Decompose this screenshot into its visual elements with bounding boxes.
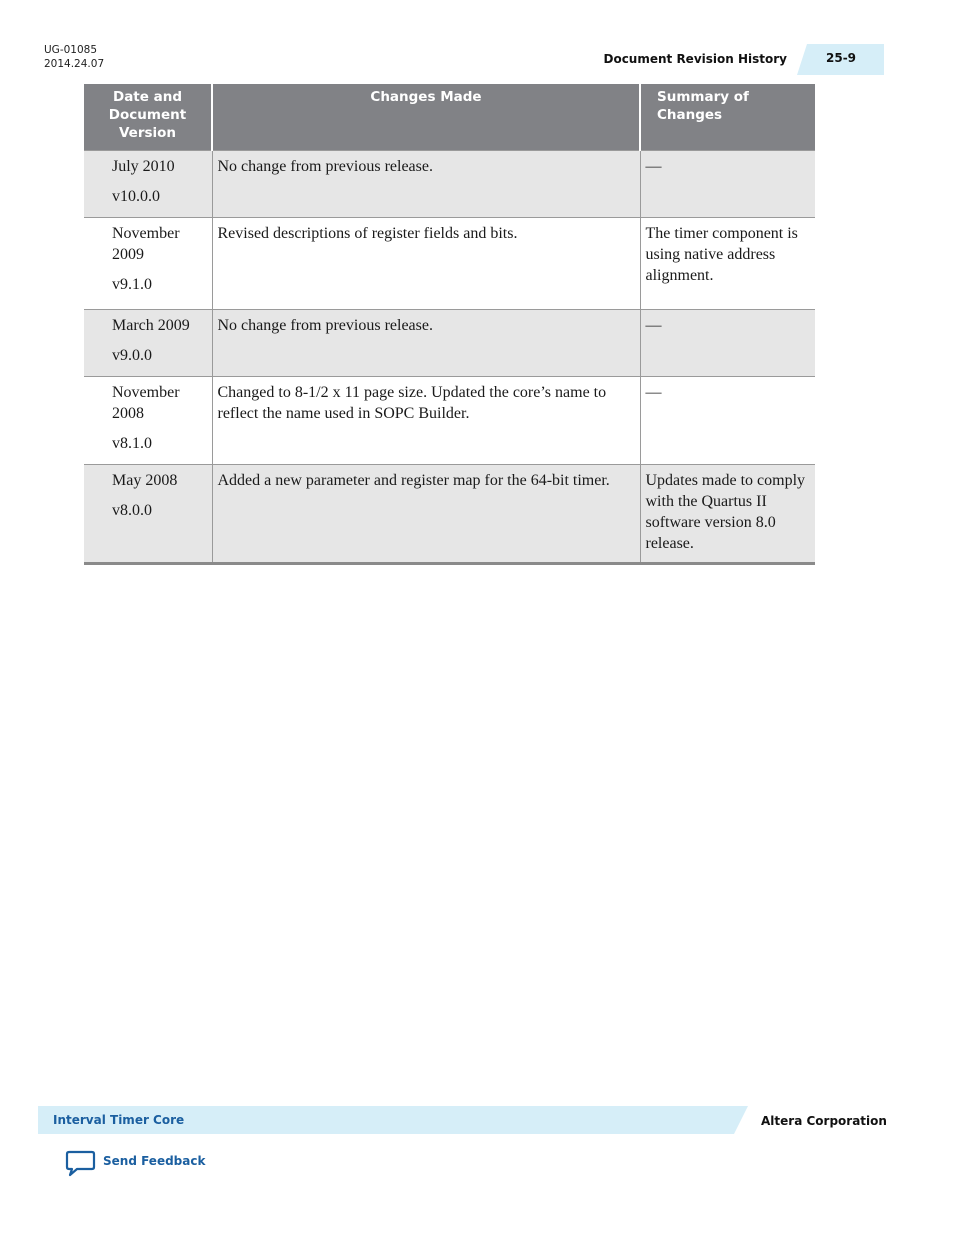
table-row [84, 377, 815, 465]
summary-cell: — [640, 377, 815, 465]
revision-version: v8.0.0 [112, 502, 152, 519]
revision-version: v9.1.0 [112, 276, 152, 293]
date-version-cell [84, 151, 212, 218]
send-feedback-link[interactable]: Send Feedback [103, 1154, 206, 1168]
page-number: 25-9 [826, 51, 857, 65]
date-version-cell [84, 310, 212, 377]
changes-cell: No change from previous release. [212, 151, 640, 218]
changes-cell: Added a new parameter and register map for the 64-bit timer. [212, 465, 640, 564]
revision-version: v9.0.0 [112, 347, 152, 364]
revision-date: May 2008 [112, 472, 178, 489]
changes-cell: Revised descriptions of register fields and bits. [212, 218, 640, 310]
date-version-cell [84, 218, 212, 310]
column-header-changes: Changes Made [212, 84, 640, 151]
table-header-row [84, 84, 815, 151]
table-row [84, 218, 815, 310]
changes-cell: Changed to 8-1/2 x 11 page size. Updated the core’s name to reflect the name used in SOPC Builder. [212, 377, 640, 465]
revision-version: v8.1.0 [112, 435, 152, 452]
revision-version: v10.0.0 [112, 188, 160, 205]
date-version-cell [84, 465, 212, 564]
summary-cell: — [640, 310, 815, 377]
summary-cell: The timer component is using native address alignment. [640, 218, 815, 310]
revision-date: March 2009 [112, 317, 190, 334]
doc-code: UG-01085 [44, 44, 98, 56]
section-title: Document Revision History [603, 52, 787, 66]
summary-cell: Updates made to comply with the Quartus II software version 8.0 release. [640, 465, 815, 564]
footer-company: Altera Corporation [761, 1114, 887, 1128]
column-header-summary: Summary of Changes [640, 84, 815, 151]
changes-cell: No change from previous release. [212, 310, 640, 377]
table-row [84, 151, 815, 218]
doc-id [44, 43, 104, 71]
revision-date: November 2009 [112, 225, 180, 263]
table-row [84, 310, 815, 377]
revision-date: July 2010 [112, 158, 175, 175]
table-row [84, 465, 815, 564]
speech-bubble-icon[interactable] [65, 1150, 96, 1177]
revision-date: November 2008 [112, 384, 180, 422]
footer-chapter-title: Interval Timer Core [53, 1113, 185, 1127]
doc-date: 2014.24.07 [44, 58, 105, 70]
date-version-cell [84, 377, 212, 465]
revision-history-table [84, 84, 815, 565]
summary-cell: — [640, 151, 815, 218]
column-header-date: Date and Document Version [84, 84, 212, 151]
